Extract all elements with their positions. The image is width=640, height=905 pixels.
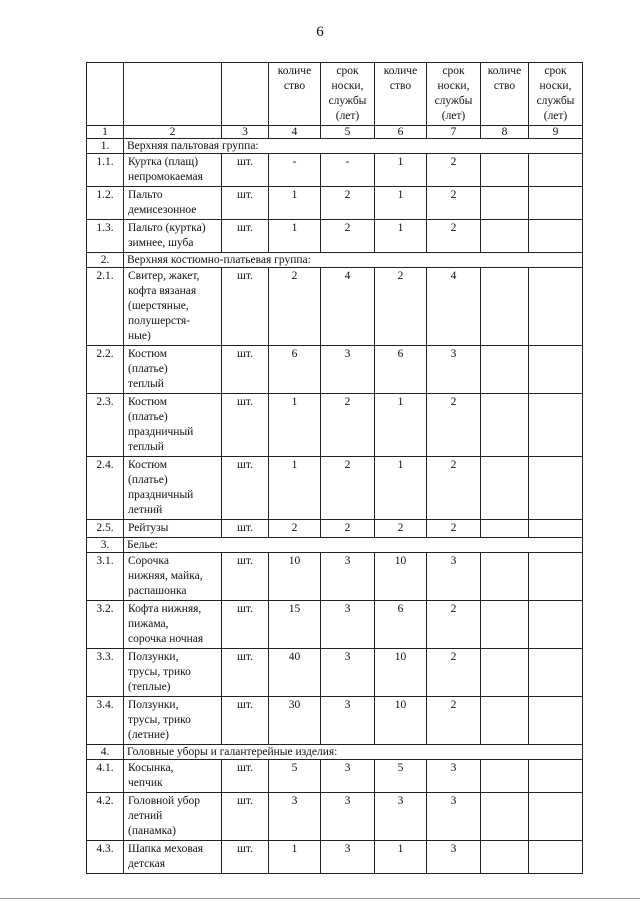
column-number: 7 (427, 126, 481, 139)
group-number: 2. (87, 253, 124, 268)
item-name: Костюм (платье) теплый (124, 346, 222, 394)
quantity-1: 15 (269, 601, 321, 649)
quantity-1: 1 (269, 457, 321, 520)
quantity-2: 10 (375, 649, 427, 697)
item-name: Косынка, чепчик (124, 760, 222, 793)
group-row (87, 253, 583, 268)
table-row (87, 649, 583, 697)
wear-term-1: 3 (321, 601, 375, 649)
wear-term-1: 2 (321, 187, 375, 220)
item-unit: шт. (222, 394, 269, 457)
quantity-3 (481, 268, 529, 346)
wear-term-2: 2 (427, 457, 481, 520)
quantity-1: 6 (269, 346, 321, 394)
quantity-1: 30 (269, 697, 321, 745)
quantity-3 (481, 760, 529, 793)
item-unit: шт. (222, 457, 269, 520)
table-row (87, 520, 583, 538)
quantity-3 (481, 457, 529, 520)
wear-term-1: 2 (321, 457, 375, 520)
group-number: 4. (87, 745, 124, 760)
wear-term-2: 2 (427, 649, 481, 697)
item-number: 4.2. (87, 793, 124, 841)
group-row (87, 139, 583, 154)
item-unit: шт. (222, 841, 269, 874)
clothing-norms-table (86, 62, 583, 874)
wear-term-1: 3 (321, 697, 375, 745)
wear-term-3 (529, 520, 583, 538)
item-name: Сорочка нижняя, майка, распашонка (124, 553, 222, 601)
wear-term-1: 3 (321, 760, 375, 793)
group-title: Белье: (124, 538, 583, 553)
wear-term-2: 3 (427, 841, 481, 874)
wear-term-1: 3 (321, 841, 375, 874)
page-number: 6 (316, 24, 324, 40)
table-row (87, 394, 583, 457)
wear-term-3 (529, 760, 583, 793)
group-row (87, 745, 583, 760)
table-row (87, 793, 583, 841)
quantity-1: 2 (269, 520, 321, 538)
header-quantity-3: количе ство (481, 63, 529, 126)
column-number: 4 (269, 126, 321, 139)
wear-term-1: 3 (321, 346, 375, 394)
quantity-1: 1 (269, 841, 321, 874)
group-title: Головные уборы и галантерейные изделия: (124, 745, 583, 760)
quantity-1: 40 (269, 649, 321, 697)
item-number: 2.3. (87, 394, 124, 457)
column-number: 9 (529, 126, 583, 139)
wear-term-1: 2 (321, 220, 375, 253)
table-header-row (87, 63, 583, 126)
wear-term-3 (529, 601, 583, 649)
wear-term-3 (529, 841, 583, 874)
item-unit: шт. (222, 553, 269, 601)
table-row (87, 697, 583, 745)
wear-term-3 (529, 553, 583, 601)
item-number: 3.2. (87, 601, 124, 649)
quantity-3 (481, 601, 529, 649)
quantity-2: 2 (375, 520, 427, 538)
wear-term-1: 2 (321, 394, 375, 457)
quantity-2: 1 (375, 457, 427, 520)
table-row (87, 187, 583, 220)
wear-term-3 (529, 457, 583, 520)
quantity-2: 6 (375, 346, 427, 394)
quantity-2: 5 (375, 760, 427, 793)
column-number: 8 (481, 126, 529, 139)
item-number: 3.1. (87, 553, 124, 601)
quantity-2: 2 (375, 268, 427, 346)
wear-term-2: 2 (427, 154, 481, 187)
wear-term-3 (529, 220, 583, 253)
wear-term-2: 2 (427, 394, 481, 457)
wear-term-2: 3 (427, 760, 481, 793)
quantity-1: 2 (269, 268, 321, 346)
header-wear-term-2: срок носки, службы (лет) (427, 63, 481, 126)
item-unit: шт. (222, 220, 269, 253)
header-wear-term-3: срок носки, службы (лет) (529, 63, 583, 126)
quantity-2: 6 (375, 601, 427, 649)
item-number: 4.1. (87, 760, 124, 793)
table-row (87, 268, 583, 346)
table-row (87, 553, 583, 601)
item-name: Шапка меховая детская (124, 841, 222, 874)
group-row (87, 538, 583, 553)
wear-term-1: - (321, 154, 375, 187)
table-row (87, 760, 583, 793)
quantity-2: 1 (375, 154, 427, 187)
wear-term-2: 2 (427, 187, 481, 220)
wear-term-3 (529, 187, 583, 220)
quantity-2: 1 (375, 394, 427, 457)
item-unit: шт. (222, 346, 269, 394)
item-number: 1.2. (87, 187, 124, 220)
quantity-3 (481, 394, 529, 457)
header-cell-3 (222, 63, 269, 126)
wear-term-3 (529, 697, 583, 745)
table-row (87, 457, 583, 520)
item-unit: шт. (222, 649, 269, 697)
wear-term-2: 2 (427, 697, 481, 745)
item-number: 2.4. (87, 457, 124, 520)
item-name: Куртка (плащ) непромокаемая (124, 154, 222, 187)
item-unit: шт. (222, 760, 269, 793)
quantity-1: 5 (269, 760, 321, 793)
quantity-3 (481, 154, 529, 187)
wear-term-2: 3 (427, 793, 481, 841)
item-name: Рейтузы (124, 520, 222, 538)
wear-term-2: 2 (427, 220, 481, 253)
quantity-3 (481, 187, 529, 220)
item-number: 3.3. (87, 649, 124, 697)
column-number: 2 (124, 126, 222, 139)
wear-term-2: 3 (427, 346, 481, 394)
quantity-3 (481, 793, 529, 841)
quantity-1: 1 (269, 187, 321, 220)
item-name: Свитер, жакет, кофта вязаная (шерстяные, полушерстя- ные) (124, 268, 222, 346)
quantity-2: 10 (375, 553, 427, 601)
group-number: 3. (87, 538, 124, 553)
group-title: Верхняя костюмно-платьевая группа: (124, 253, 583, 268)
wear-term-1: 2 (321, 520, 375, 538)
quantity-2: 10 (375, 697, 427, 745)
item-unit: шт. (222, 697, 269, 745)
column-number-row (87, 126, 583, 139)
quantity-2: 1 (375, 187, 427, 220)
table-row (87, 601, 583, 649)
wear-term-3 (529, 649, 583, 697)
wear-term-2: 3 (427, 553, 481, 601)
wear-term-1: 3 (321, 793, 375, 841)
item-unit: шт. (222, 268, 269, 346)
quantity-3 (481, 553, 529, 601)
item-name: Пальто (куртка) зимнее, шуба (124, 220, 222, 253)
quantity-1: 1 (269, 220, 321, 253)
column-number: 5 (321, 126, 375, 139)
quantity-3 (481, 520, 529, 538)
quantity-3 (481, 220, 529, 253)
item-number: 3.4. (87, 697, 124, 745)
item-name: Пальто демисезонное (124, 187, 222, 220)
group-title: Верхняя пальтовая группа: (124, 139, 583, 154)
quantity-2: 1 (375, 841, 427, 874)
wear-term-1: 4 (321, 268, 375, 346)
quantity-3 (481, 697, 529, 745)
wear-term-2: 2 (427, 520, 481, 538)
quantity-3 (481, 649, 529, 697)
item-number: 2.1. (87, 268, 124, 346)
quantity-1: - (269, 154, 321, 187)
table-row (87, 154, 583, 187)
column-number: 6 (375, 126, 427, 139)
item-name: Ползунки, трусы, трико (теплые) (124, 649, 222, 697)
quantity-3 (481, 346, 529, 394)
quantity-1: 1 (269, 394, 321, 457)
table-row (87, 220, 583, 253)
item-number: 1.1. (87, 154, 124, 187)
item-number: 1.3. (87, 220, 124, 253)
column-number: 1 (87, 126, 124, 139)
item-name: Костюм (платье) праздничный летний (124, 457, 222, 520)
wear-term-3 (529, 154, 583, 187)
wear-term-3 (529, 346, 583, 394)
item-number: 4.3. (87, 841, 124, 874)
wear-term-3 (529, 268, 583, 346)
wear-term-2: 4 (427, 268, 481, 346)
item-unit: шт. (222, 793, 269, 841)
header-cell-1 (87, 63, 124, 126)
quantity-2: 3 (375, 793, 427, 841)
wear-term-3 (529, 394, 583, 457)
item-name: Головной убор летний (панамка) (124, 793, 222, 841)
item-number: 2.5. (87, 520, 124, 538)
item-name: Ползунки, трусы, трико (летние) (124, 697, 222, 745)
page-edge-line (0, 898, 640, 899)
table-row (87, 346, 583, 394)
header-wear-term-1: срок носки, службы (лет) (321, 63, 375, 126)
header-quantity-2: количе ство (375, 63, 427, 126)
header-quantity-1: количе ство (269, 63, 321, 126)
quantity-1: 3 (269, 793, 321, 841)
wear-term-1: 3 (321, 553, 375, 601)
header-cell-2 (124, 63, 222, 126)
item-name: Костюм (платье) праздничный теплый (124, 394, 222, 457)
table-row (87, 841, 583, 874)
wear-term-2: 2 (427, 601, 481, 649)
quantity-3 (481, 841, 529, 874)
item-unit: шт. (222, 520, 269, 538)
item-number: 2.2. (87, 346, 124, 394)
wear-term-3 (529, 793, 583, 841)
quantity-1: 10 (269, 553, 321, 601)
item-name: Кофта нижняя, пижама, сорочка ночная (124, 601, 222, 649)
group-number: 1. (87, 139, 124, 154)
wear-term-1: 3 (321, 649, 375, 697)
item-unit: шт. (222, 187, 269, 220)
column-number: 3 (222, 126, 269, 139)
item-unit: шт. (222, 601, 269, 649)
quantity-2: 1 (375, 220, 427, 253)
item-unit: шт. (222, 154, 269, 187)
